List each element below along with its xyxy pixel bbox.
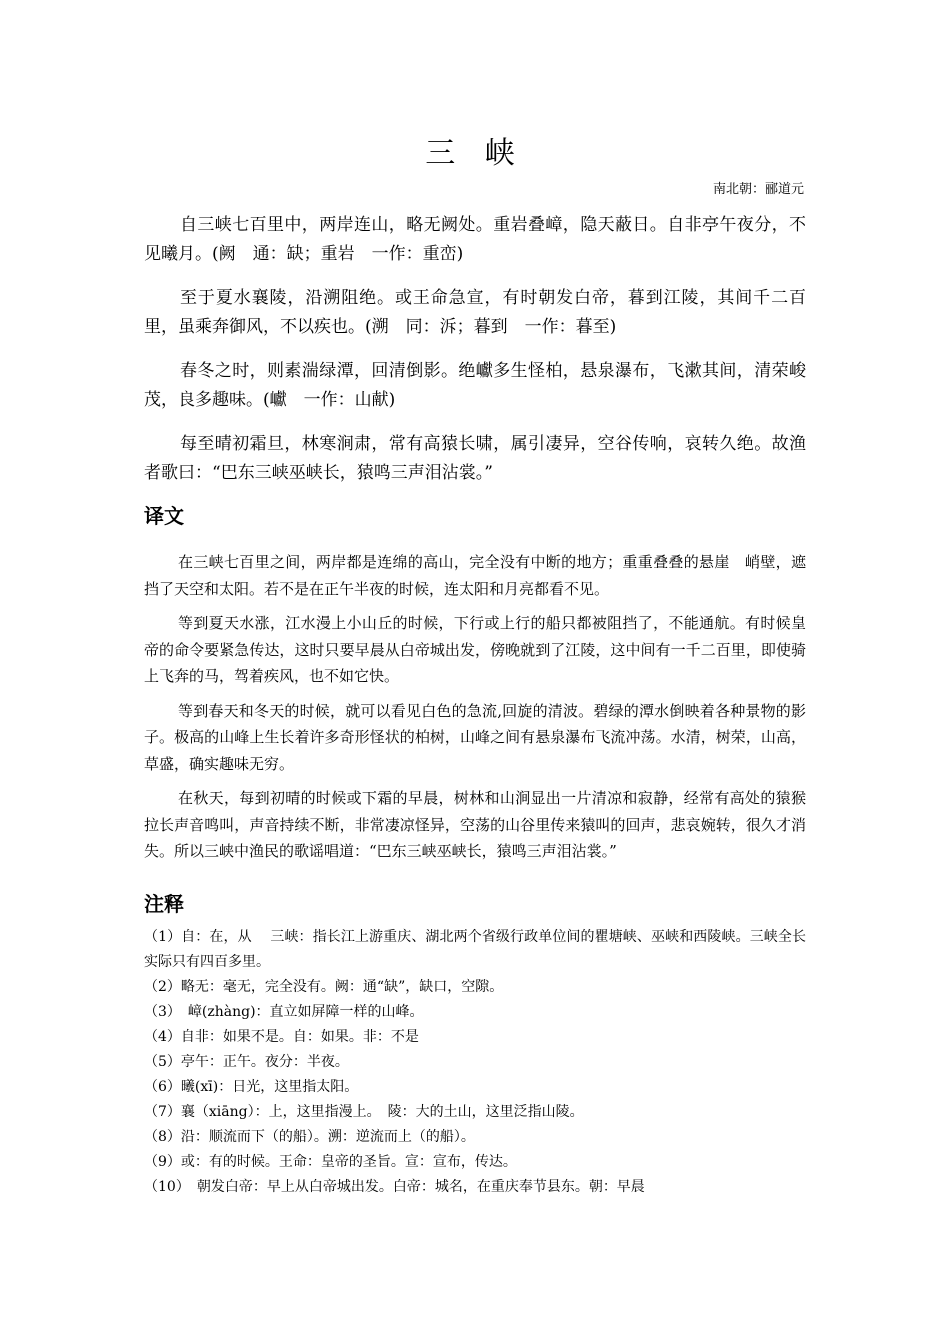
note-item: （9）或：有的时候。王命：皇帝的圣旨。宣：宣布，传达。 xyxy=(144,1153,517,1170)
notes-list xyxy=(144,925,806,1200)
translation-heading: 译文 xyxy=(144,504,184,528)
original-paragraph: 至于夏水襄陵，沿溯阻绝。或王命急宣，有时朝发白帝，暮到江陵，其间千二百里，虽乘奔御风，不以疾也。(溯 同：泝；暮到 一作：暮至) xyxy=(144,288,806,337)
original-text xyxy=(144,211,806,488)
translation-paragraph: 在三峡七百里之间，两岸都是连绵的高山，完全没有中断的地方；重重叠叠的悬崖 峭壁，遮挡了天空和太阳。若不是在正午半夜的时候，连太阳和月亮都看不见。 xyxy=(144,553,806,598)
translation-paragraph: 在秋天，每到初晴的时候或下霜的早晨，树林和山涧显出一片清凉和寂静，经常有高处的猿猴拉长声音鸣叫，声音持续不断，非常凄凉怪异，空荡的山谷里传来猿叫的回声，悲哀婉转，很久才消失。所以三峡中渔民的歌谣唱道：“巴东三峡巫峡长，猿鸣三声泪沾裳。” xyxy=(144,789,806,860)
document-body xyxy=(144,211,806,1200)
author-line: 南北朝：郦道元 xyxy=(712,182,804,197)
notes-heading: 注释 xyxy=(144,891,184,916)
note-item: （4）自非：如果不是。自：如果。非：不是 xyxy=(144,1028,419,1045)
translation-paragraph: 等到夏天水涨，江水漫上小山丘的时候，下行或上行的船只都被阻挡了，不能通航。有时候皇帝的命令要紧急传达，这时只要早晨从白帝城出发，傍晚就到了江陵，这中间有一千二百里，即使骑上飞奔的马，驾着疾风，也不如它快。 xyxy=(144,614,806,685)
note-item: （8）沿：顺流而下（的船）。溯：逆流而上（的船）。 xyxy=(144,1128,475,1145)
original-paragraph: 自三峡七百里中，两岸连山，略无阙处。重岩叠嶂，隐天蔽日。自非亭午夜分，不见曦月。(阙 通：缺；重岩 一作：重峦) xyxy=(144,215,806,264)
original-paragraph: 春冬之时，则素湍绿潭，回清倒影。绝巘多生怪柏，悬泉瀑布，飞漱其间，清荣峻茂，良多趣味。(巘 一作：山献) xyxy=(144,361,806,410)
note-item: （2）略无：毫无，完全没有。阙：通“缺”，缺口，空隙。 xyxy=(144,978,504,995)
note-item: （1）自：在，从 三峡：指长江上游重庆、湖北两个省级行政单位间的瞿塘峡、巫峡和西陵峡。三峡全长实际只有四百多里。 xyxy=(144,928,806,970)
translation-paragraph: 等到春天和冬天的时候，就可以看见白色的急流,回旋的清波。碧绿的潭水倒映着各种景物的影子。极高的山峰上生长着许多奇形怪状的柏树，山峰之间有悬泉瀑布飞流冲荡。水清，树荣，山高，草盛，确实趣味无穷。 xyxy=(144,701,806,773)
note-item: （5）亭午：正午。夜分：半夜。 xyxy=(144,1053,349,1070)
translation-text xyxy=(144,549,806,865)
original-paragraph: 每至晴初霜旦，林寒涧肃，常有高猿长啸，属引凄异，空谷传响，哀转久绝。故渔者歌曰：“巴东三峡巫峡长，猿鸣三声泪沾裳。” xyxy=(144,434,806,483)
note-item: （6）曦(xī)：日光，这里指太阳。 xyxy=(144,1078,359,1095)
document-title: 三 峡 xyxy=(425,136,525,171)
note-item: （10） 朝发白帝：早上从白帝城出发。白帝：城名，在重庆奉节县东。朝：早晨 xyxy=(144,1178,645,1195)
note-item: （3） 嶂(zhàng)：直立如屏障一样的山峰。 xyxy=(144,1003,424,1020)
note-item: （7）襄（xiāng）：上，这里指漫上。 陵：大的土山，这里泛指山陵。 xyxy=(144,1103,584,1120)
